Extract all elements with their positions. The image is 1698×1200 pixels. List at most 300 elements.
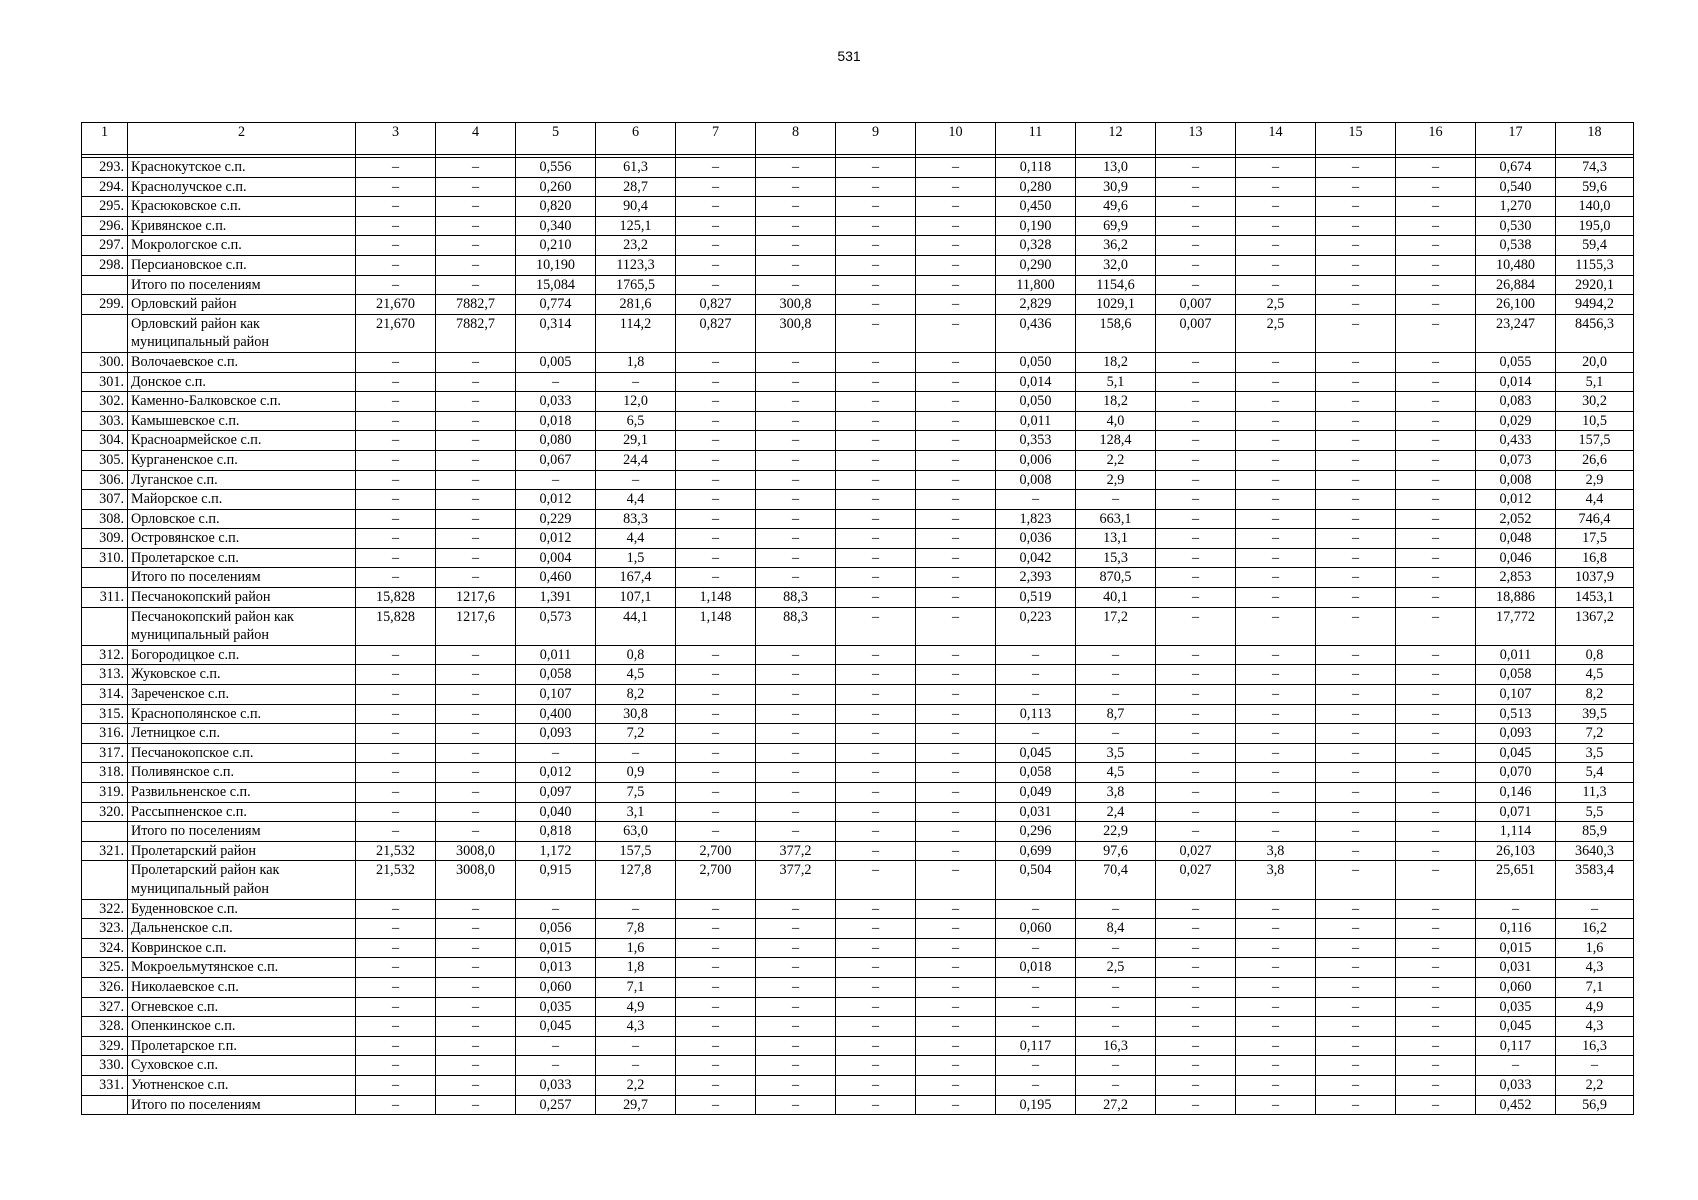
cell-col-14: –	[1236, 216, 1316, 236]
cell-col-8: 88,3	[756, 588, 836, 608]
cell-col-13: –	[1156, 509, 1236, 529]
cell-col-17: 0,530	[1476, 216, 1556, 236]
cell-col-11: 0,050	[996, 352, 1076, 372]
cell-col-16: –	[1396, 977, 1476, 997]
column-header-2: 2	[128, 123, 356, 155]
cell-col-15: –	[1316, 938, 1396, 958]
cell-col-9: –	[836, 704, 916, 724]
cell-col-18: 30,2	[1556, 392, 1634, 412]
table-row	[82, 724, 1634, 744]
cell-col-12: 1029,1	[1076, 295, 1156, 315]
cell-col-3: –	[356, 783, 436, 803]
cell-col-13: –	[1156, 783, 1236, 803]
cell-col-11: –	[996, 977, 1076, 997]
cell-col-3: –	[356, 919, 436, 939]
cell-col-7: –	[676, 352, 756, 372]
cell-col-6: 125,1	[596, 216, 676, 236]
cell-col-6: 8,2	[596, 685, 676, 705]
cell-col-10: –	[916, 275, 996, 295]
table-row	[82, 352, 1634, 372]
cell-col-7: –	[676, 763, 756, 783]
row-number: 313.	[82, 665, 128, 685]
cell-col-12: –	[1076, 724, 1156, 744]
table-row	[82, 548, 1634, 568]
cell-col-17: 0,055	[1476, 352, 1556, 372]
cell-col-7: 1,148	[676, 607, 756, 645]
cell-col-12: 158,6	[1076, 314, 1156, 352]
cell-col-3: 15,828	[356, 607, 436, 645]
cell-col-10: –	[916, 938, 996, 958]
cell-col-11: 11,800	[996, 275, 1076, 295]
row-name: Орловский район	[128, 295, 356, 315]
cell-col-11: –	[996, 665, 1076, 685]
cell-col-12: 15,3	[1076, 548, 1156, 568]
cell-col-5: 0,229	[516, 509, 596, 529]
cell-col-14: –	[1236, 568, 1316, 588]
cell-col-14: –	[1236, 490, 1316, 510]
cell-col-13: –	[1156, 724, 1236, 744]
cell-col-9: –	[836, 548, 916, 568]
cell-col-5: 0,340	[516, 216, 596, 236]
cell-col-6: 4,3	[596, 1017, 676, 1037]
cell-col-18: –	[1556, 1056, 1634, 1076]
cell-col-10: –	[916, 802, 996, 822]
cell-col-12: –	[1076, 997, 1156, 1017]
table-row	[82, 783, 1634, 803]
cell-col-16: –	[1396, 665, 1476, 685]
row-number: 317.	[82, 743, 128, 763]
cell-col-4: –	[436, 899, 516, 919]
cell-col-5: 0,045	[516, 1017, 596, 1037]
cell-col-8: –	[756, 802, 836, 822]
row-name: Пролетарский район	[128, 841, 356, 861]
cell-col-8: –	[756, 548, 836, 568]
cell-col-9: –	[836, 588, 916, 608]
cell-col-3: –	[356, 763, 436, 783]
cell-col-9: –	[836, 177, 916, 197]
cell-col-10: –	[916, 568, 996, 588]
cell-col-14: 2,5	[1236, 314, 1316, 352]
cell-col-18: 2920,1	[1556, 275, 1634, 295]
cell-col-14: –	[1236, 450, 1316, 470]
cell-col-4: 7882,7	[436, 314, 516, 352]
table-row	[82, 607, 1634, 645]
cell-col-8: –	[756, 509, 836, 529]
table-row	[82, 314, 1634, 352]
cell-col-11: 0,280	[996, 177, 1076, 197]
cell-col-4: –	[436, 822, 516, 842]
cell-col-9: –	[836, 197, 916, 217]
cell-col-17: 0,012	[1476, 490, 1556, 510]
row-number: 328.	[82, 1017, 128, 1037]
cell-col-18: 4,9	[1556, 997, 1634, 1017]
cell-col-5: 0,060	[516, 977, 596, 997]
cell-col-16: –	[1396, 314, 1476, 352]
cell-col-4: –	[436, 958, 516, 978]
cell-col-6: 114,2	[596, 314, 676, 352]
row-name: Камышевское с.п.	[128, 411, 356, 431]
cell-col-5: –	[516, 1056, 596, 1076]
row-name: Жуковское с.п.	[128, 665, 356, 685]
cell-col-17: 0,046	[1476, 548, 1556, 568]
cell-col-16: –	[1396, 1017, 1476, 1037]
cell-col-10: –	[916, 665, 996, 685]
cell-col-11: –	[996, 938, 1076, 958]
cell-col-10: –	[916, 352, 996, 372]
cell-col-13: –	[1156, 431, 1236, 451]
cell-col-4: –	[436, 490, 516, 510]
row-number	[82, 275, 128, 295]
cell-col-6: 4,9	[596, 997, 676, 1017]
row-number: 299.	[82, 295, 128, 315]
row-name: Опенкинское с.п.	[128, 1017, 356, 1037]
cell-col-9: –	[836, 997, 916, 1017]
cell-col-6: –	[596, 899, 676, 919]
cell-col-15: –	[1316, 529, 1396, 549]
cell-col-4: –	[436, 177, 516, 197]
cell-col-15: –	[1316, 724, 1396, 744]
cell-col-3: –	[356, 392, 436, 412]
cell-col-15: –	[1316, 841, 1396, 861]
cell-col-18: 7,2	[1556, 724, 1634, 744]
row-number	[82, 314, 128, 352]
cell-col-8: 88,3	[756, 607, 836, 645]
row-name: Буденновское с.п.	[128, 899, 356, 919]
cell-col-8: –	[756, 255, 836, 275]
cell-col-12: 870,5	[1076, 568, 1156, 588]
cell-col-11: 0,699	[996, 841, 1076, 861]
cell-col-5: 0,460	[516, 568, 596, 588]
cell-col-17: 0,116	[1476, 919, 1556, 939]
cell-col-15: –	[1316, 1075, 1396, 1095]
cell-col-7: –	[676, 1095, 756, 1115]
cell-col-8: –	[756, 372, 836, 392]
cell-col-16: –	[1396, 470, 1476, 490]
cell-col-11: 0,118	[996, 158, 1076, 178]
cell-col-8: –	[756, 822, 836, 842]
cell-col-17: 0,045	[1476, 1017, 1556, 1037]
cell-col-13: –	[1156, 802, 1236, 822]
cell-col-13: –	[1156, 490, 1236, 510]
cell-col-5: –	[516, 743, 596, 763]
cell-col-8: –	[756, 704, 836, 724]
cell-col-13: –	[1156, 938, 1236, 958]
cell-col-17: 0,083	[1476, 392, 1556, 412]
cell-col-11: 0,014	[996, 372, 1076, 392]
cell-col-12: 3,5	[1076, 743, 1156, 763]
table-row	[82, 997, 1634, 1017]
cell-col-14: –	[1236, 197, 1316, 217]
cell-col-14: –	[1236, 392, 1316, 412]
cell-col-17: 0,015	[1476, 938, 1556, 958]
cell-col-18: –	[1556, 899, 1634, 919]
cell-col-6: 83,3	[596, 509, 676, 529]
cell-col-9: –	[836, 763, 916, 783]
cell-col-4: 1217,6	[436, 588, 516, 608]
cell-col-11: 2,393	[996, 568, 1076, 588]
table-row	[82, 372, 1634, 392]
page-number: 531	[837, 48, 861, 64]
cell-col-8: 300,8	[756, 295, 836, 315]
row-number: 314.	[82, 685, 128, 705]
row-name: Донское с.п.	[128, 372, 356, 392]
row-name: Курганенское с.п.	[128, 450, 356, 470]
cell-col-6: 1,5	[596, 548, 676, 568]
cell-col-12: 13,1	[1076, 529, 1156, 549]
cell-col-8: –	[756, 411, 836, 431]
table-row	[82, 665, 1634, 685]
cell-col-17: 0,073	[1476, 450, 1556, 470]
column-header-1: 1	[82, 123, 128, 155]
cell-col-17: 17,772	[1476, 607, 1556, 645]
cell-col-7: –	[676, 724, 756, 744]
cell-col-13: –	[1156, 392, 1236, 412]
cell-col-12: 8,4	[1076, 919, 1156, 939]
cell-col-5: 0,774	[516, 295, 596, 315]
cell-col-18: 4,3	[1556, 1017, 1634, 1037]
cell-col-12: 128,4	[1076, 431, 1156, 451]
cell-col-16: –	[1396, 607, 1476, 645]
cell-col-18: 56,9	[1556, 1095, 1634, 1115]
cell-col-10: –	[916, 919, 996, 939]
cell-col-8: –	[756, 568, 836, 588]
column-header-13: 13	[1156, 123, 1236, 155]
cell-col-17: 1,114	[1476, 822, 1556, 842]
cell-col-14: –	[1236, 352, 1316, 372]
row-number: 309.	[82, 529, 128, 549]
cell-col-10: –	[916, 216, 996, 236]
cell-col-12: 69,9	[1076, 216, 1156, 236]
cell-col-10: –	[916, 822, 996, 842]
cell-col-10: –	[916, 958, 996, 978]
cell-col-3: –	[356, 958, 436, 978]
cell-col-18: 59,6	[1556, 177, 1634, 197]
cell-col-18: 195,0	[1556, 216, 1634, 236]
table-row	[82, 822, 1634, 842]
cell-col-10: –	[916, 861, 996, 899]
row-number: 319.	[82, 783, 128, 803]
cell-col-13: –	[1156, 1036, 1236, 1056]
cell-col-11: –	[996, 1075, 1076, 1095]
cell-col-15: –	[1316, 1095, 1396, 1115]
cell-col-16: –	[1396, 295, 1476, 315]
cell-col-10: –	[916, 841, 996, 861]
cell-col-8: 377,2	[756, 861, 836, 899]
cell-col-12: –	[1076, 977, 1156, 997]
cell-col-14: –	[1236, 1056, 1316, 1076]
row-number: 327.	[82, 997, 128, 1017]
row-number: 301.	[82, 372, 128, 392]
cell-col-15: –	[1316, 899, 1396, 919]
cell-col-12: 36,2	[1076, 236, 1156, 256]
cell-col-17: 26,100	[1476, 295, 1556, 315]
row-name: Персиановское с.п.	[128, 255, 356, 275]
cell-col-18: 5,4	[1556, 763, 1634, 783]
cell-col-11: 0,296	[996, 822, 1076, 842]
cell-col-8: –	[756, 665, 836, 685]
cell-col-12: 27,2	[1076, 1095, 1156, 1115]
cell-col-5: 0,260	[516, 177, 596, 197]
cell-col-8: –	[756, 763, 836, 783]
row-name: Красноармейское с.п.	[128, 431, 356, 451]
cell-col-4: –	[436, 1017, 516, 1037]
row-number: 330.	[82, 1056, 128, 1076]
cell-col-5: 0,915	[516, 861, 596, 899]
cell-col-16: –	[1396, 997, 1476, 1017]
cell-col-15: –	[1316, 1056, 1396, 1076]
cell-col-13: –	[1156, 645, 1236, 665]
cell-col-5: 0,040	[516, 802, 596, 822]
cell-col-5: –	[516, 470, 596, 490]
cell-col-6: 281,6	[596, 295, 676, 315]
cell-col-9: –	[836, 822, 916, 842]
row-number	[82, 1095, 128, 1115]
table-row	[82, 588, 1634, 608]
cell-col-9: –	[836, 295, 916, 315]
cell-col-7: –	[676, 197, 756, 217]
cell-col-4: –	[436, 372, 516, 392]
cell-col-4: –	[436, 411, 516, 431]
table-row	[82, 177, 1634, 197]
cell-col-13: –	[1156, 236, 1236, 256]
cell-col-10: –	[916, 548, 996, 568]
cell-col-7: –	[676, 704, 756, 724]
cell-col-3: –	[356, 822, 436, 842]
cell-col-6: 6,5	[596, 411, 676, 431]
cell-col-16: –	[1396, 588, 1476, 608]
row-name: Итого по поселениям	[128, 275, 356, 295]
cell-col-8: –	[756, 783, 836, 803]
cell-col-18: 59,4	[1556, 236, 1634, 256]
cell-col-11: –	[996, 1056, 1076, 1076]
cell-col-12: 70,4	[1076, 861, 1156, 899]
cell-col-16: –	[1396, 352, 1476, 372]
cell-col-15: –	[1316, 392, 1396, 412]
cell-col-10: –	[916, 1036, 996, 1056]
cell-col-11: 2,829	[996, 295, 1076, 315]
table-row	[82, 861, 1634, 899]
cell-col-4: –	[436, 450, 516, 470]
cell-col-3: –	[356, 216, 436, 236]
cell-col-16: –	[1396, 216, 1476, 236]
cell-col-16: –	[1396, 685, 1476, 705]
header-row	[82, 123, 1634, 155]
cell-col-5: 0,004	[516, 548, 596, 568]
cell-col-14: –	[1236, 938, 1316, 958]
cell-col-15: –	[1316, 861, 1396, 899]
cell-col-3: 15,828	[356, 588, 436, 608]
table-row	[82, 938, 1634, 958]
cell-col-16: –	[1396, 411, 1476, 431]
cell-col-7: –	[676, 431, 756, 451]
cell-col-6: 30,8	[596, 704, 676, 724]
column-header-6: 6	[596, 123, 676, 155]
cell-col-7: –	[676, 411, 756, 431]
cell-col-17: 0,117	[1476, 1036, 1556, 1056]
cell-col-13: –	[1156, 1075, 1236, 1095]
cell-col-18: 157,5	[1556, 431, 1634, 451]
cell-col-3: –	[356, 1017, 436, 1037]
row-name: Песчанокопский район	[128, 588, 356, 608]
table-row	[82, 236, 1634, 256]
cell-col-16: –	[1396, 177, 1476, 197]
cell-col-4: 7882,7	[436, 295, 516, 315]
cell-col-12: –	[1076, 645, 1156, 665]
cell-col-12: 2,4	[1076, 802, 1156, 822]
cell-col-18: 3640,3	[1556, 841, 1634, 861]
cell-col-15: –	[1316, 255, 1396, 275]
cell-col-10: –	[916, 685, 996, 705]
cell-col-9: –	[836, 1036, 916, 1056]
cell-col-9: –	[836, 899, 916, 919]
cell-col-9: –	[836, 977, 916, 997]
cell-col-8: 300,8	[756, 314, 836, 352]
cell-col-3: –	[356, 1075, 436, 1095]
cell-col-18: 7,1	[1556, 977, 1634, 997]
cell-col-9: –	[836, 158, 916, 178]
row-name: Рассыпненское с.п.	[128, 802, 356, 822]
cell-col-3: –	[356, 685, 436, 705]
cell-col-7: –	[676, 899, 756, 919]
cell-col-17: 23,247	[1476, 314, 1556, 352]
cell-col-13: 0,027	[1156, 841, 1236, 861]
cell-col-13: –	[1156, 1017, 1236, 1037]
cell-col-13: –	[1156, 529, 1236, 549]
cell-col-18: 3,5	[1556, 743, 1634, 763]
cell-col-6: 12,0	[596, 392, 676, 412]
cell-col-4: –	[436, 470, 516, 490]
cell-col-5: –	[516, 1036, 596, 1056]
table-row	[82, 431, 1634, 451]
cell-col-14: –	[1236, 899, 1316, 919]
cell-col-3: –	[356, 568, 436, 588]
cell-col-8: 377,2	[756, 841, 836, 861]
row-name: Пролетарское г.п.	[128, 1036, 356, 1056]
cell-col-14: –	[1236, 1017, 1316, 1037]
row-name: Островянское с.п.	[128, 529, 356, 549]
cell-col-10: –	[916, 431, 996, 451]
row-name: Итого по поселениям	[128, 822, 356, 842]
cell-col-4: 3008,0	[436, 861, 516, 899]
cell-col-7: –	[676, 255, 756, 275]
row-number: 308.	[82, 509, 128, 529]
cell-col-7: –	[676, 1075, 756, 1095]
cell-col-3: –	[356, 352, 436, 372]
cell-col-17: 0,048	[1476, 529, 1556, 549]
table-body	[82, 155, 1634, 1115]
cell-col-16: –	[1396, 548, 1476, 568]
cell-col-3: –	[356, 997, 436, 1017]
cell-col-14: –	[1236, 431, 1316, 451]
cell-col-8: –	[756, 919, 836, 939]
cell-col-18: 140,0	[1556, 197, 1634, 217]
column-header-16: 16	[1396, 123, 1476, 155]
column-header-17: 17	[1476, 123, 1556, 155]
cell-col-15: –	[1316, 743, 1396, 763]
cell-col-8: –	[756, 450, 836, 470]
cell-col-18: 1155,3	[1556, 255, 1634, 275]
cell-col-18: 1037,9	[1556, 568, 1634, 588]
cell-col-17: 0,513	[1476, 704, 1556, 724]
cell-col-6: 7,5	[596, 783, 676, 803]
row-number: 306.	[82, 470, 128, 490]
cell-col-7: –	[676, 1056, 756, 1076]
cell-col-13: –	[1156, 158, 1236, 178]
row-name: Зареченское с.п.	[128, 685, 356, 705]
cell-col-7: –	[676, 275, 756, 295]
table-row	[82, 685, 1634, 705]
cell-col-18: 20,0	[1556, 352, 1634, 372]
